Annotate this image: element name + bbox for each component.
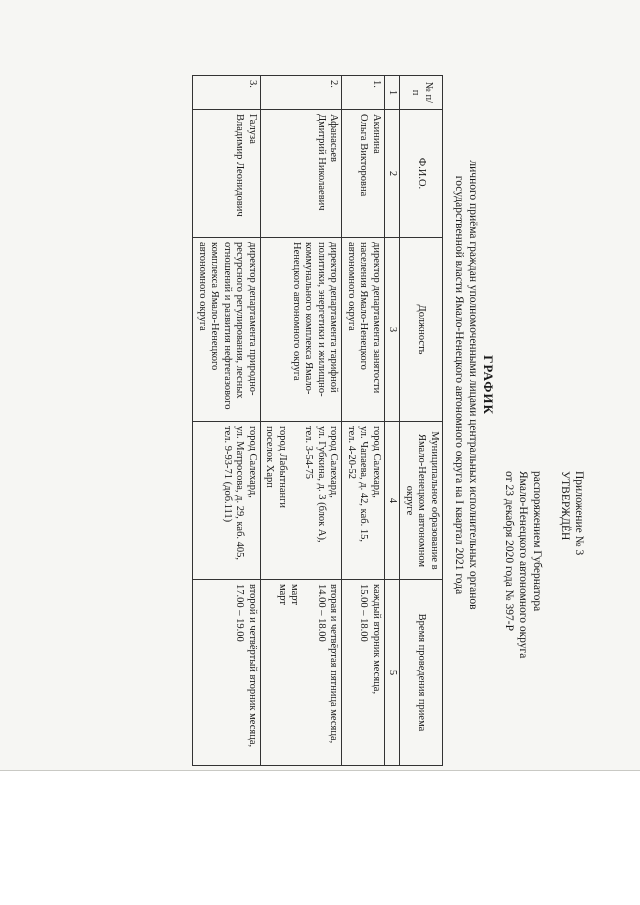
table-row [261, 76, 343, 766]
place-line: город Лабытнанги [277, 426, 288, 509]
time-line: вторая и четвёртая пятница месяца, [328, 584, 340, 744]
time-cell [261, 580, 343, 766]
place-line: тел. 9-93-71 (доб.111) [222, 426, 233, 523]
municipality-cell [193, 422, 261, 580]
header-time: Время проведения приема [400, 580, 443, 766]
schedule-table [193, 75, 444, 766]
column-number: 4 [385, 422, 401, 580]
approval-stamp [502, 471, 586, 741]
table-row [342, 76, 385, 766]
document-subtitle-2: государственной власти Ямало-Ненецкого автономного округа на I квартал 2021 года [453, 175, 465, 595]
municipality-cell [261, 422, 343, 580]
document-title: ГРАФИК [481, 355, 496, 415]
given-names: Ольга Викторовна [358, 114, 370, 197]
time-cell [342, 580, 385, 766]
place-line: город Салехард, [371, 426, 382, 498]
decree-line-2: Ямало-Ненецкого автономного округа [517, 471, 529, 659]
position-cell: директор департамента тарифной политики, энергетики и жилищно-коммунального комплекса Ямало-Ненецкого автономного округа [261, 238, 343, 422]
document-heading [452, 15, 496, 755]
decree-line-1: распоряжением Губернатора [531, 471, 543, 612]
time-line: 14.00 – 18.00 [316, 584, 327, 642]
place-line: тел. 3-54-75 [303, 426, 315, 479]
decree-line-3: от 23 декабря 2020 года № 397-Р [503, 471, 515, 631]
scan-edge-divider [0, 770, 640, 771]
time-cell [193, 580, 261, 766]
table-row [193, 76, 261, 766]
given-names: Владимир Леонидович [234, 114, 246, 217]
place-line: поселок Харп [264, 426, 276, 488]
header-row [400, 76, 443, 766]
place-line: город Салехард, [247, 426, 258, 498]
time-line: март [289, 584, 301, 605]
surname: Галуза [247, 114, 258, 144]
given-names: Дмитрий Николаевич [316, 114, 327, 211]
header-name: Ф.И.О. [400, 110, 443, 238]
position-cell: директор департамента природно-ресурсного регулирования, лесных отношений и развития нефтегазового комплекса Ямало-Ненецкого автономного округа [193, 238, 261, 422]
municipality-cell [342, 422, 385, 580]
position-cell: директор департамента занятости населения Ямало-Ненецкого автономного округа [342, 238, 385, 422]
approved-label: УТВЕРЖДЁН [559, 471, 571, 541]
row-number: 2. [261, 76, 343, 110]
person-name [261, 110, 343, 238]
time-line: 17.00 – 19.00 [234, 584, 246, 642]
place-line: ул. Чапаева, д. 42, каб. 15, [358, 426, 370, 542]
column-number: 5 [385, 580, 401, 766]
place-line: ул. Губкина, д. 3 (блок А), [316, 426, 327, 543]
header-municipality: Муниципальное образование в Ямало-Ненецком автономном округе [400, 422, 443, 580]
document-subtitle-1: личного приёма граждан уполномоченными лицами центральных исполнительных органов [467, 160, 479, 610]
column-number: 2 [385, 110, 401, 238]
row-number: 3. [193, 76, 261, 110]
surname: Акинина [371, 114, 382, 154]
time-line: 15.00 – 18.00 [358, 584, 370, 642]
place-line: тел. 4-20-52 [346, 426, 357, 479]
time-line: каждый вторник месяца, [371, 584, 382, 695]
column-number: 1 [385, 76, 401, 110]
column-number: 3 [385, 238, 401, 422]
place-line: город Салехард, [328, 426, 340, 498]
appendix-label: Приложение № 3 [573, 471, 585, 556]
column-number-row [385, 76, 401, 766]
header-number: № п/п [400, 76, 443, 110]
surname: Афанасьев [328, 114, 340, 162]
person-name [193, 110, 261, 238]
rotated-content [40, 15, 600, 755]
header-position: Должность [400, 238, 443, 422]
row-number: 1. [342, 76, 385, 110]
time-line: второй и четвёртый вторник месяца, [247, 584, 258, 748]
person-name [342, 110, 385, 238]
place-line: ул. Матросова, д. 29, каб. 405, [234, 426, 246, 561]
time-line: март [277, 584, 288, 605]
